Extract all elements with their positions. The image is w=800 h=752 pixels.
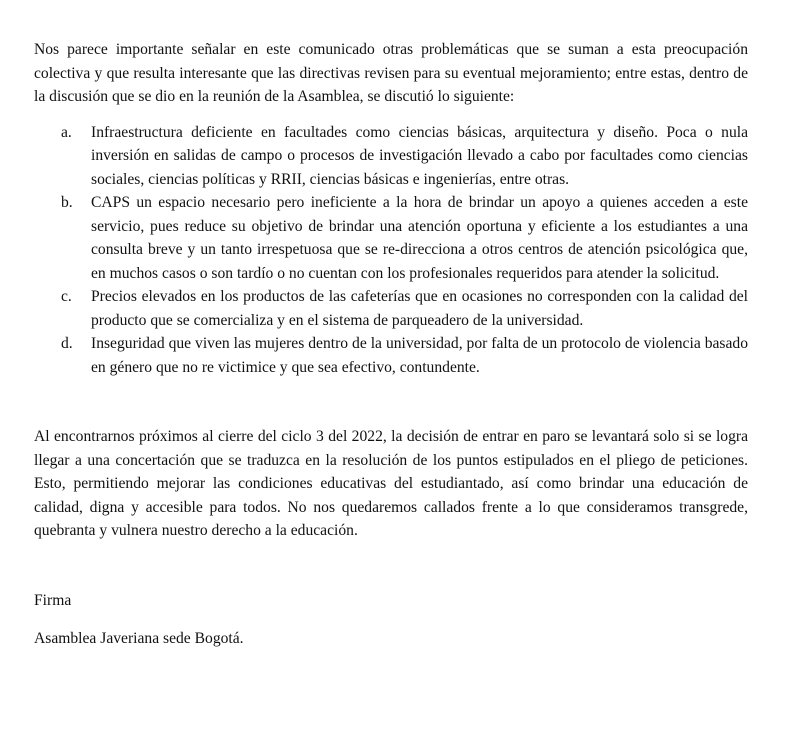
list-item [34,121,748,192]
list-marker: b. [61,194,73,211]
intro-paragraph: Nos parece importante señalar en este comunicado otras problemáticas que se suman a esta preocupación colectiva y que resulta interesante que las directivas revisen para su eventual mejoramiento; entre estas, dentro de la discusión que se dio en la reunión de la Asamblea, se discutió lo siguiente: [34,41,748,105]
closing-paragraph: Al encontrarnos próximos al cierre del ciclo 3 del 2022, la decisión de entrar en paro se levantará solo si se logra llegar a una concertación que se traduzca en la resolución de los puntos estipulados en el pliego de peticiones. Esto, permitiendo mejorar las condiciones educativas del estudiantado, así como brindar una educación de calidad, digna y accesible para todos. No nos quedaremos callados frente a lo que consideramos transgrede, quebranta y vulnera nuestro derecho a la educación. [34,428,748,539]
list-item [34,191,748,285]
list-item-text: Precios elevados en los productos de las cafeterías que en ocasiones no corresponden con la calidad del producto que se comercializa y en el sistema de parqueadero de la universidad. [91,288,748,329]
issues-list [34,121,748,380]
signature-label: Firma [34,591,72,609]
document-page [34,38,748,651]
list-item-text: CAPS un espacio necesario pero ineficiente a la hora de brindar un apoyo a quienes acceden a este servicio, pues reduce su objetivo de brindar una atención oportuna y eficiente a los estudiantes a una consulta breve y un tanto irrespetuosa que se re-direcciona a otros centros de atención psicológica que, en muchos casos o son tardío o no cuentan con los profesionales requeridos para atender la solicitud. [91,194,748,282]
signature-name: Asamblea Javeriana sede Bogotá. [34,630,244,647]
list-marker: c. [61,288,72,305]
list-item [34,285,748,332]
list-marker: d. [61,335,73,352]
list-marker: a. [61,123,72,141]
list-item [34,332,748,379]
list-item-text: Infraestructura deficiente en facultades como ciencias básicas, arquitectura y diseño. Poca o nula inversión en salidas de campo o procesos de investigación llevado a cabo por facultades como ciencias sociales, ciencias políticas y RRII, ciencias básicas e ingenierías, entre otras. [91,123,748,188]
list-item-text: Inseguridad que viven las mujeres dentro de la universidad, por falta de un protocolo de violencia basado en género que no re victimice y que sea efectivo, contundente. [91,335,748,376]
